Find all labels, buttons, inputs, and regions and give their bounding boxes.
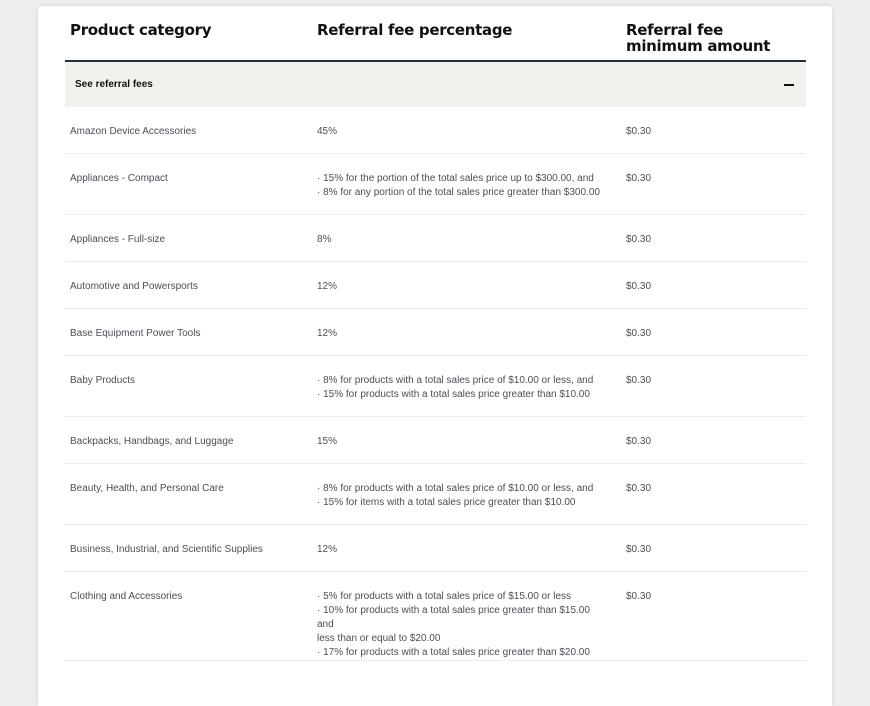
fee-line: · 17% for products with a total sales price greater than $20.00 — [317, 647, 590, 658]
cell-referral-fee-minimum: $0.30 — [626, 234, 652, 245]
fee-line: · 8% for any portion of the total sales price greater than $300.00 — [317, 187, 600, 198]
table-row — [65, 525, 806, 572]
cell-referral-fee-minimum: $0.30 — [626, 281, 652, 292]
cell-referral-fee-percentage — [317, 590, 607, 660]
cell-product-category: Base Equipment Power Tools — [70, 328, 201, 339]
toggle-label: See referral fees — [75, 79, 153, 90]
cell-product-category: Amazon Device Accessories — [70, 126, 197, 137]
table-row — [65, 356, 806, 417]
header-product-category: Product category — [70, 21, 212, 39]
cell-product-category: Backpacks, Handbags, and Luggage — [70, 436, 234, 447]
cell-product-category: Baby Products — [70, 375, 136, 386]
cell-referral-fee-minimum: $0.30 — [626, 375, 652, 386]
cell-referral-fee-percentage — [317, 125, 607, 139]
collapse-minus-icon[interactable] — [784, 84, 794, 86]
header-referral-fee-minimum: Referral fee minimum amount — [626, 21, 771, 55]
fee-line: 45% — [317, 126, 338, 137]
fee-line: 12% — [317, 281, 338, 292]
header-referral-fee-percentage: Referral fee percentage — [317, 21, 513, 39]
table-row — [65, 215, 806, 262]
cell-product-category: Appliances - Compact — [70, 173, 168, 184]
table-body — [65, 107, 806, 661]
cell-product-category: Business, Industrial, and Scientific Supplies — [70, 544, 263, 555]
fee-line: · 8% for products with a total sales price of $10.00 or less, and — [317, 375, 594, 386]
table-row — [65, 309, 806, 356]
table-row — [65, 262, 806, 309]
cell-referral-fee-percentage — [317, 374, 607, 402]
cell-product-category: Appliances - Full-size — [70, 234, 166, 245]
cell-product-category: Automotive and Powersports — [70, 281, 198, 292]
table-row — [65, 107, 806, 154]
cell-product-category: Beauty, Health, and Personal Care — [70, 483, 224, 494]
cell-referral-fee-percentage — [317, 233, 607, 247]
fee-line: · 10% for products with a total sales price greater than $15.00 and — [317, 605, 590, 630]
see-referral-fees-toggle[interactable] — [65, 62, 806, 107]
fee-line: 12% — [317, 328, 338, 339]
cell-referral-fee-percentage — [317, 327, 607, 341]
table-row — [65, 417, 806, 464]
cell-referral-fee-minimum: $0.30 — [626, 591, 652, 602]
table-row — [65, 572, 806, 661]
cell-referral-fee-minimum: $0.30 — [626, 436, 652, 447]
cell-referral-fee-minimum: $0.30 — [626, 483, 652, 494]
cell-referral-fee-percentage — [317, 172, 607, 200]
fee-line: · 8% for products with a total sales price of $10.00 or less, and — [317, 483, 594, 494]
fee-line: · 15% for items with a total sales price greater than $10.00 — [317, 497, 576, 508]
fee-line: 12% — [317, 544, 338, 555]
cell-product-category: Clothing and Accessories — [70, 591, 183, 602]
fee-line: · 15% for the portion of the total sales price up to $300.00, and — [317, 173, 594, 184]
table-row — [65, 464, 806, 525]
cell-referral-fee-percentage — [317, 482, 607, 510]
table-header — [65, 6, 806, 62]
cell-referral-fee-percentage — [317, 543, 607, 557]
table-row — [65, 154, 806, 215]
fee-line: · 5% for products with a total sales price of $15.00 or less — [317, 591, 572, 602]
fee-line: 8% — [317, 234, 332, 245]
cell-referral-fee-percentage — [317, 280, 607, 294]
referral-fee-card — [38, 6, 832, 706]
fee-line: 15% — [317, 436, 338, 447]
cell-referral-fee-minimum: $0.30 — [626, 544, 652, 555]
referral-fee-table — [65, 6, 806, 661]
fee-line: · 15% for products with a total sales price greater than $10.00 — [317, 389, 590, 400]
fee-line: less than or equal to $20.00 — [317, 633, 441, 644]
cell-referral-fee-minimum: $0.30 — [626, 126, 652, 137]
cell-referral-fee-minimum: $0.30 — [626, 173, 652, 184]
cell-referral-fee-percentage — [317, 435, 607, 449]
cell-referral-fee-minimum: $0.30 — [626, 328, 652, 339]
